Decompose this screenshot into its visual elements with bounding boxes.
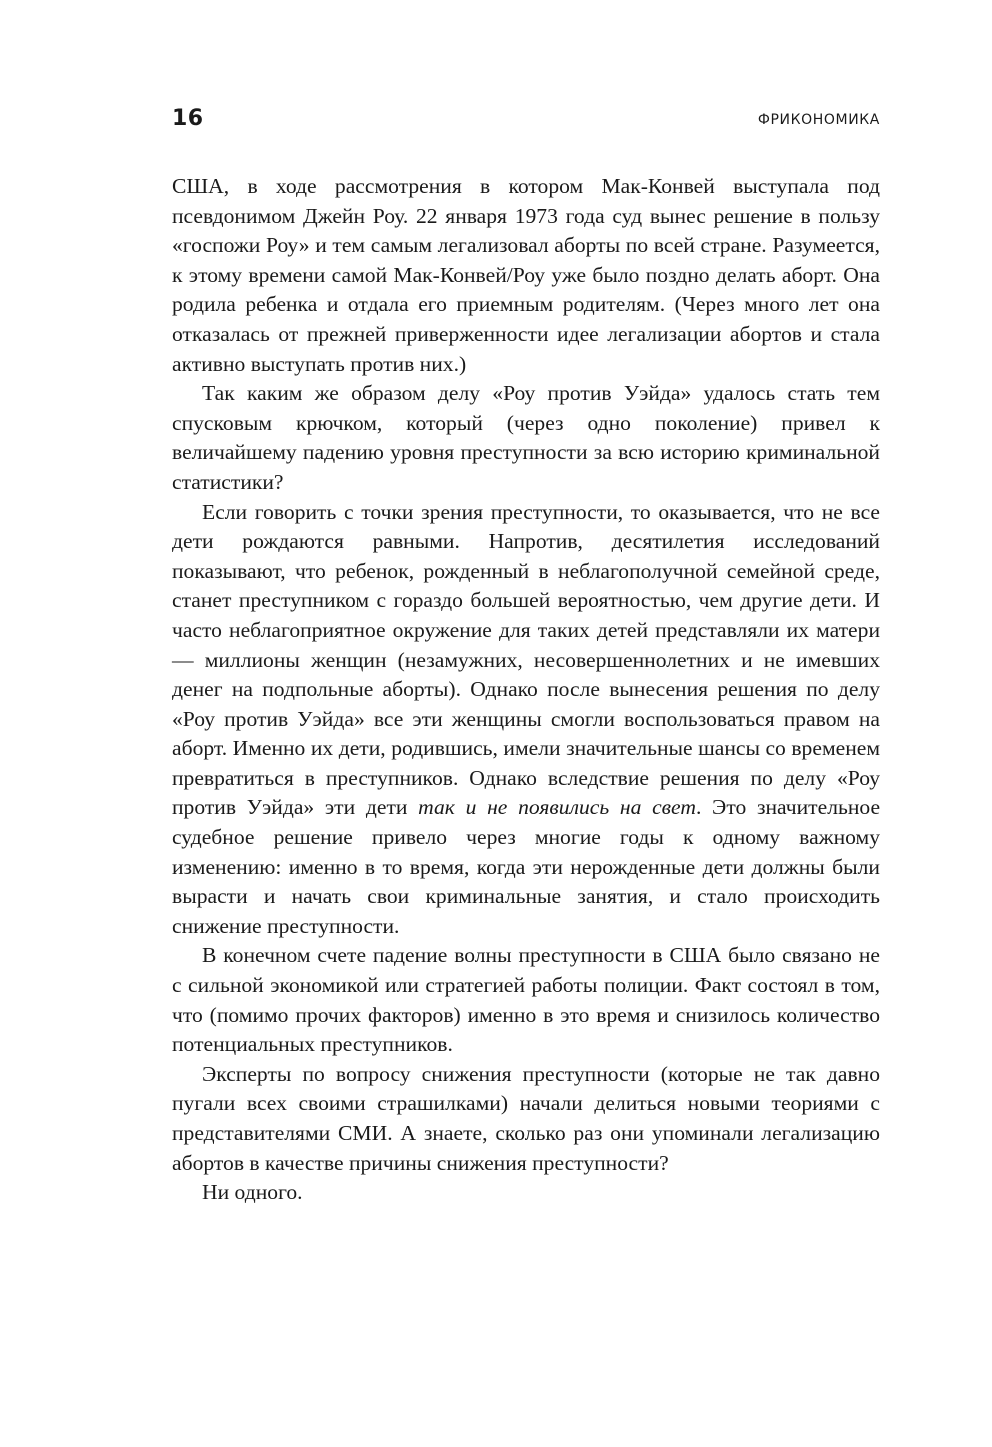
paragraph-5: Эксперты по вопросу снижения преступности (которые не так давно пугали всех своими страшилками) начали делиться новыми теориями с представителями СМИ. А знаете, сколько раз они упоминали легализацию абортов в качестве причины снижения преступности?	[172, 1061, 880, 1175]
paragraph-2: Так каким же образом делу «Роу против Уэйда» удалось стать тем спусковым крючком, который (через одно поколение) привел к величайшему падению уровня преступности за всю историю криминальной статистики?	[172, 381, 880, 494]
paragraph-3-text-end: . Это значительное судебное решение привело через многие годы к одному важному изменению: именно в то время, когда эти нерожденные дети должны были вырасти и начать свои криминальные занятия, и стало происходить снижение преступности.	[172, 795, 881, 938]
running-head-title: ФРИКОНОМИКА	[757, 112, 880, 128]
paragraph-3-italic-phrase: так и не появились на свет	[418, 795, 696, 820]
paragraph-3	[172, 498, 880, 942]
paragraph-6: Ни одного.	[202, 1180, 303, 1205]
paragraph-3-text-start: Если говорить с точки зрения преступности, то оказывается, что не все дети рождаются равными. Напротив, десятилетия исследований показывают, что ребенок, рожденный в неблагополучной семейной среде, станет преступником с гораздо большей вероятностью, чем другие дети. И часто неблагоприятное окружение для таких детей представляли их матери — миллионы женщин (незамужних, несовершеннолетних и не имевших денег на подпольные аборты). Однако после вынесения решения по делу «Роу против Уэйда» все эти женщины смогли воспользоваться правом на аборт. Именно их дети, родившись, имели значительные шансы со временем превратиться в преступников. Однако вследствие решения по делу «Роу против Уэйда» эти дети	[172, 499, 880, 820]
page-text	[172, 172, 880, 1208]
paragraph-4: В конечном счете падение волны преступности в США было связано не с сильной экономикой или стратегией работы полиции. Факт состоял в том, что (помимо прочих факторов) именно в это время и снизилось количество потенциальных преступников.	[172, 943, 880, 1057]
page-number: 16	[172, 106, 204, 131]
paragraph-1: США, в ходе рассмотрения в котором Мак-Конвей выступала под псевдонимом Джейн Роу. 22 января 1973 года суд вынес решение в пользу «госпожи Роу» и тем самым легализовал аборты по всей стране. Разумеется, к этому времени самой Мак-Конвей/Роу уже было поздно делать аборт. Она родила ребенка и отдала его приемным родителям. (Через много лет она отказалась от прежней приверженности идее легализации абортов и стала активно выступать против них.)	[172, 174, 880, 376]
